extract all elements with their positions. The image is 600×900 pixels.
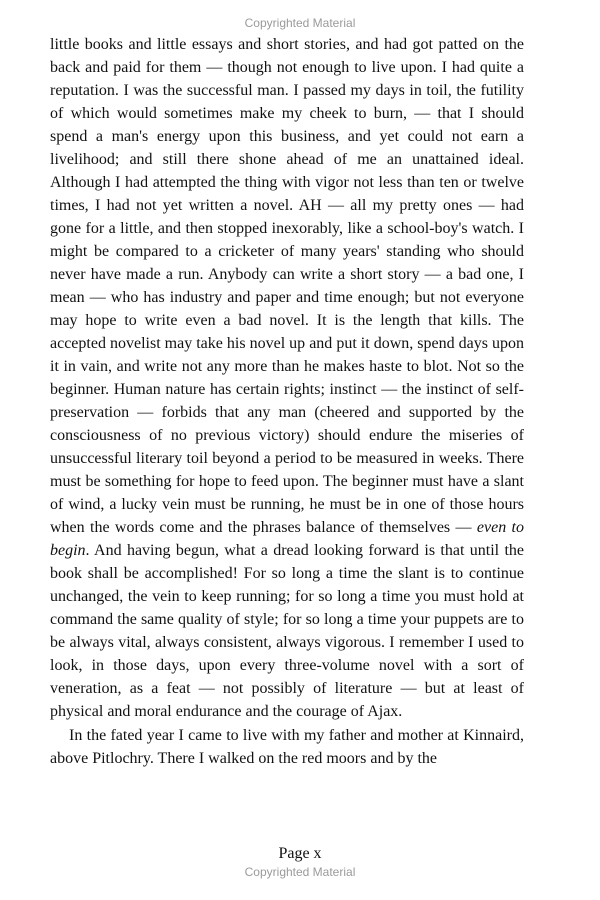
paragraph-1 xyxy=(50,33,524,723)
paragraph-1-text-a: little books and little essays and short stories, and had got patted on the back and paid for them — though not enough to live upon. I had quite a reputation. I was the successful man. I passed my days in toil, the futility of which would sometimes make my cheek to burn, — that I should spend a man's energy upon this business, and yet could not earn a livelihood; and still there shone ahead of me an unattained ideal. Although I had attempted the thing with vigor not less than ten or twelve times, I had not yet written a novel. AH — all my pretty ones — had gone for a little, and then stopped inexorably, like a school-boy's watch. I might be compared to a cricketer of many years' standing who should never have made a run. Anybody can write a short story — a bad one, I mean — who has industry and paper and time enough; but not everyone may hope to write even a bad novel. It is the length that kills. The accepted novelist may take his novel up and put it down, spend days upon it in vain, and write not any more than he makes haste to blot. Not so the beginner. Human nature has certain rights; instinct — the instinct of self-preservation — forbids that any man (cheered and supported by the consciousness of no previous victory) should endure the miseries of unsuccessful literary toil beyond a period to be measured in weeks. There must be something for hope to feed upon. The beginner must have a slant of wind, a lucky vein must be running, he must be in one of those hours when the words come and the phrases balance of themselves — xyxy=(50,36,524,536)
paragraph-2: In the fated year I came to live with my father and mother at Kinnaird, above Pitlochry. There I walked on the red moors and by the xyxy=(50,727,524,767)
body-text xyxy=(50,33,524,770)
watermark-bottom: Copyrighted Material xyxy=(244,865,356,879)
page-number: Page x xyxy=(278,845,322,862)
paragraph-1-italic: even to begin xyxy=(50,519,525,559)
paragraph-1-text-b: . And having begun, what a dread looking forward is that until the book shall be accomplished! For so long a time the slant is to continue unchanged, the vein to keep running; for so long a time you must hold at command the same quality of style; for so long a time your puppets are to be always vital, always consistent, always vigorous. I remember I used to look, in those days, upon every three-volume novel with a sort of veneration, as a feat — not possibly of literature — but at least of physical and moral endurance and the courage of Ajax. xyxy=(50,542,524,720)
watermark-top: Copyrighted Material xyxy=(244,16,356,30)
